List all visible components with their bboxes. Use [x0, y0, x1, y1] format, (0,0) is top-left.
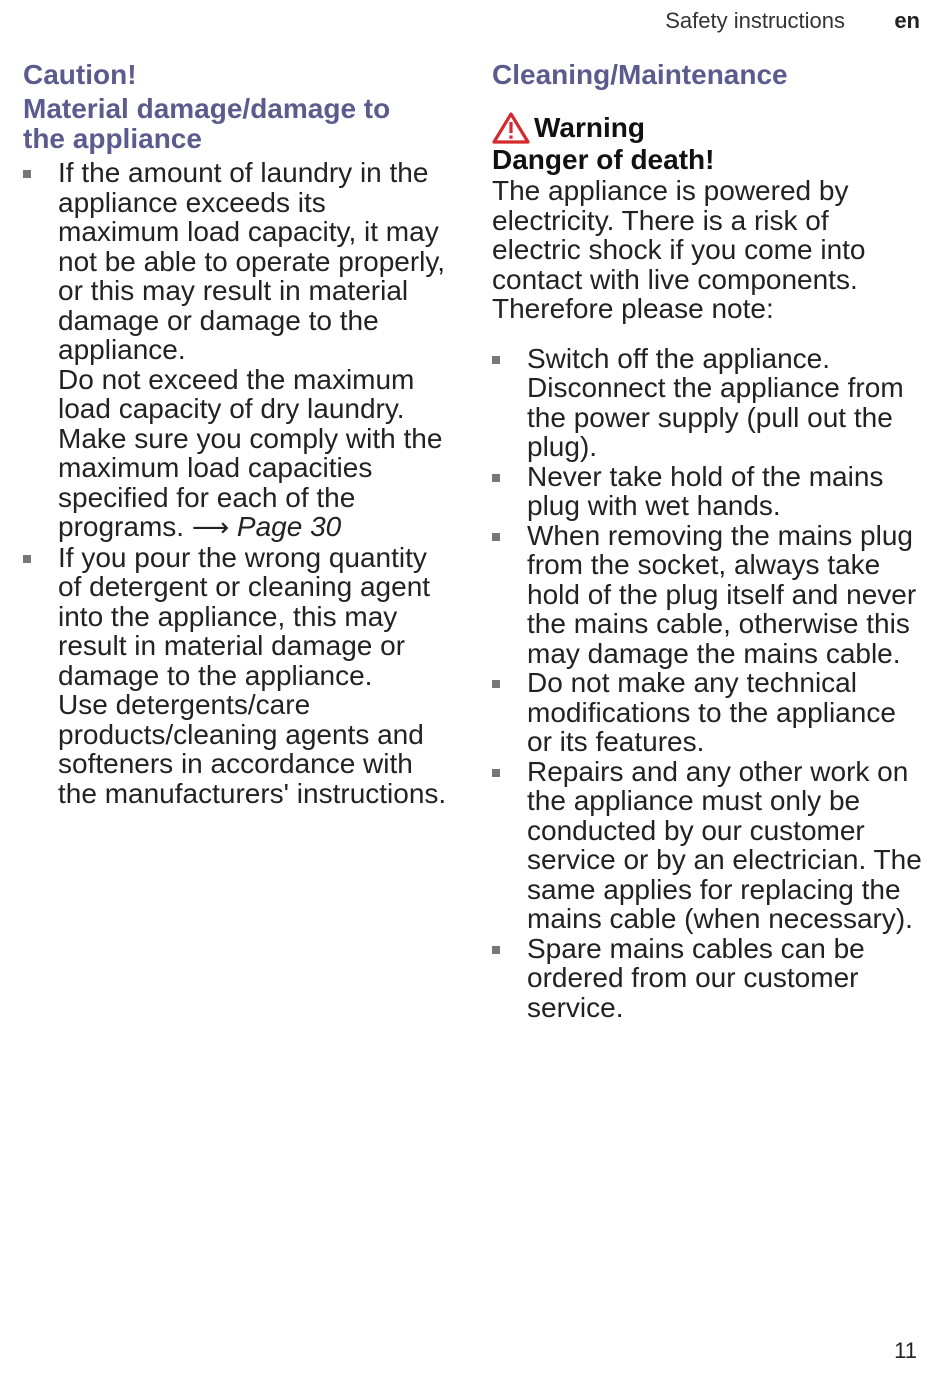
bullet-icon — [23, 555, 31, 563]
caution-heading: Caution! — [23, 59, 137, 90]
list-item-text: If you pour the wrong quantity of detergent or cleaning agent into the appliance, this may result in material damage or damage to the appliance. — [58, 541, 431, 691]
instruction-text: Do not exceed the maximum load capacity of dry laundry. Make sure you comply with the maximum load capacities specified for each of the programs. — [58, 363, 443, 542]
warning-label: Warning — [534, 112, 645, 143]
maintenance-list — [492, 344, 922, 1023]
right-column — [492, 60, 922, 1022]
list-item-text: Repairs and any other work on the appliance must only be conducted by our customer service or by an electrician. The same applies for replacing the mains cable (when necessary). — [527, 755, 922, 934]
left-column — [23, 60, 453, 808]
list-item-text: When removing the mains plug from the socket, always take hold of the plug itself and never the mains cable, otherwise this may damage the mains cable. — [527, 519, 917, 669]
bullet-icon — [492, 680, 500, 688]
list-item — [492, 344, 922, 462]
list-item-text: Spare mains cables can be ordered from our customer service. — [527, 932, 865, 1023]
intro-text: The appliance is powered by electricity. There is a risk of electric shock if you come into contact with live components. Therefore please note: — [492, 175, 866, 324]
list-item — [23, 543, 453, 809]
material-damage-heading: Material damage/damage to the appliance — [23, 93, 391, 154]
page-header — [0, 8, 950, 38]
cleaning-maintenance-heading: Cleaning/Maintenance — [492, 59, 788, 90]
page-reference-link[interactable]: Page 30 — [236, 511, 342, 542]
danger-heading: Danger of death! — [492, 144, 715, 175]
list-item — [492, 757, 922, 934]
page-number: 11 — [894, 1338, 917, 1363]
bullet-icon — [492, 356, 500, 364]
list-item-text: Do not make any technical modifications to the appliance or its features. — [527, 667, 896, 757]
list-item-instruction: Use detergents/care products/cleaning agents and softeners in accordance with the manufacturers' instructions. — [58, 689, 447, 809]
section-title: Safety instructions — [665, 8, 845, 33]
list-item — [492, 668, 922, 757]
bullet-icon — [492, 533, 500, 541]
caution-list — [23, 158, 453, 808]
warning-triangle-icon — [492, 112, 530, 144]
list-item — [492, 462, 922, 521]
language-code: en — [894, 8, 920, 33]
warning-heading — [492, 112, 922, 144]
arrow-right-icon: ⟶ — [191, 512, 230, 542]
list-item-text: Switch off the appliance. Disconnect the appliance from the power supply (pull out the plug). — [527, 342, 904, 462]
bullet-icon — [492, 946, 500, 954]
bullet-icon — [492, 474, 500, 482]
bullet-icon — [23, 170, 31, 178]
bullet-icon — [492, 769, 500, 777]
list-item-text: Never take hold of the mains plug with wet hands. — [527, 460, 884, 521]
list-item — [23, 158, 453, 543]
list-item-instruction — [58, 365, 453, 543]
list-item-text: If the amount of laundry in the appliance exceeds its maximum load capacity, it may not be able to operate properly, or this may result in material damage or damage to the appliance. — [58, 157, 446, 365]
list-item — [492, 934, 922, 1023]
list-item — [492, 521, 922, 669]
